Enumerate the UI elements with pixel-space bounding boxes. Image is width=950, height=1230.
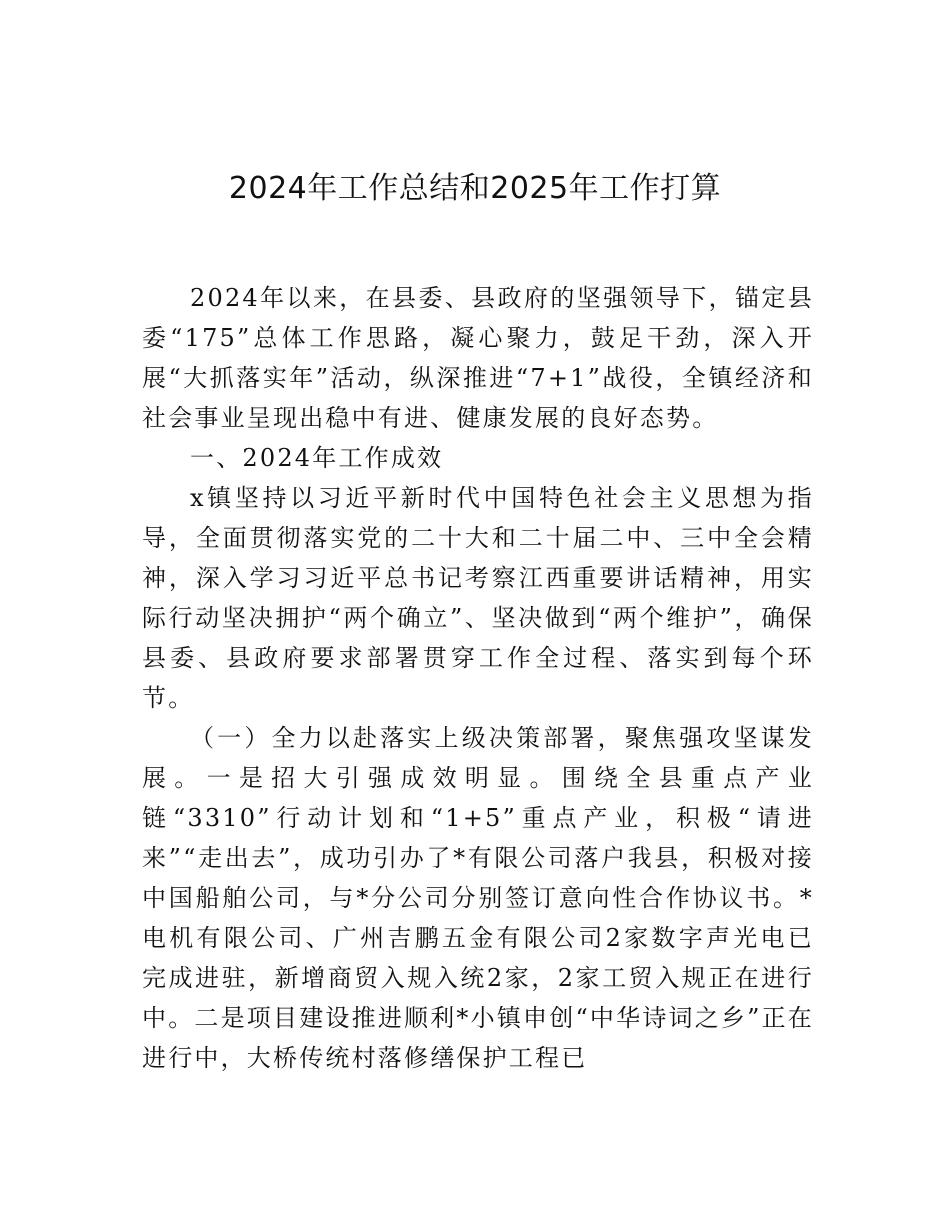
paragraph-subsection-1: （一）全力以赴落实上级决策部署，聚焦强攻坚谋发展。一是招大引强成效明显。围绕全县重点产业链“3310”行动计划和“1+5”重点产业，积极“请进来”“走出去”，成功引办了*有限公司落户我县，积极对接中国船舶公司，与*分公司分别签订意向性合作协议书。*电机有限公司、广州吉鹏五金有限公司2家数字声光电已完成进驻，新增商贸入规入统2家，2家工贸入规正在进行中。二是项目建设推进顺利*小镇申创“中华诗词之乡”正在进行中，大桥传统村落修缮保护工程已	[142, 724, 814, 1072]
paragraph-intro: 2024年以来，在县委、县政府的坚强领导下，锚定县委“175”总体工作思路，凝心聚力，鼓足干劲，深入开展“大抓落实年”活动，纵深推进“7+1”战役，全镇经济和社会事业呈现出稳中有进、健康发展的良好态势。	[142, 284, 814, 432]
section-heading: 一、2024年工作成效	[190, 444, 444, 472]
document-title: 2024年工作总结和2025年工作打算	[228, 171, 722, 206]
document-body	[142, 278, 814, 1078]
paragraph-overview: x镇坚持以习近平新时代中国特色社会主义思想为指导，全面贯彻落实党的二十大和二十届二中、三中全会精神，深入学习习近平总书记考察江西重要讲话精神，用实际行动坚决拥护“两个确立”、坚决做到“两个维护”，确保县委、县政府要求部署贯穿工作全过程、落实到每个环节。	[142, 484, 814, 712]
